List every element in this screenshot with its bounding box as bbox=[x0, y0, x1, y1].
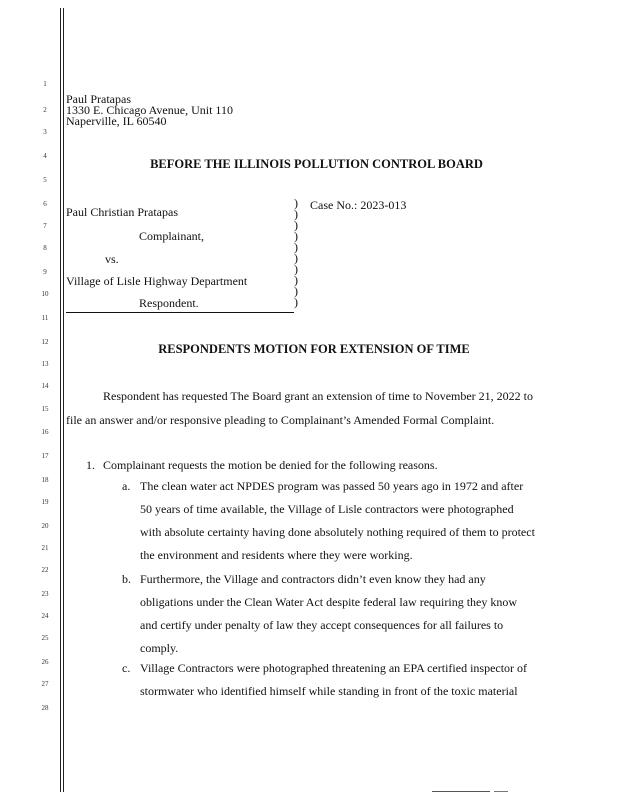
line-number: 19 bbox=[41, 498, 49, 506]
line-number: 13 bbox=[41, 360, 49, 368]
point-number: 1. bbox=[86, 458, 95, 472]
line-number: 4 bbox=[43, 152, 47, 160]
line-number: 14 bbox=[41, 382, 49, 390]
line-number: 25 bbox=[41, 634, 49, 642]
line-number: 21 bbox=[41, 544, 49, 552]
subpoint-line: obligations under the Clean Water Act despite federal law requiring they know bbox=[140, 595, 518, 609]
subpoint-line: 50 years of time available, the Village of Lisle contractors were photographed bbox=[140, 502, 514, 516]
subpoint-label: c. bbox=[122, 661, 131, 675]
left-margin-rule bbox=[60, 8, 61, 792]
line-number: 28 bbox=[41, 704, 49, 712]
line-number: 16 bbox=[41, 428, 49, 436]
subpoint-line: stormwater who identified himself while standing in front of the toxic material bbox=[140, 684, 518, 698]
complainant-name: Paul Christian Pratapas bbox=[66, 205, 178, 219]
line-number: 18 bbox=[41, 476, 49, 484]
caption-parentheses bbox=[294, 198, 298, 308]
paren: ) bbox=[294, 295, 298, 309]
paren: ) bbox=[294, 273, 298, 287]
line-number: 22 bbox=[41, 566, 49, 574]
subpoint-label: b. bbox=[122, 572, 131, 586]
respondent-role: Respondent. bbox=[139, 296, 199, 310]
left-margin-rule-inner bbox=[63, 8, 64, 792]
motion-title: RESPONDENTS MOTION FOR EXTENSION OF TIME bbox=[158, 342, 470, 356]
paren: ) bbox=[294, 218, 298, 232]
line-number: 7 bbox=[43, 222, 47, 230]
line-number: 20 bbox=[41, 522, 49, 530]
board-title: BEFORE THE ILLINOIS POLLUTION CONTROL BOARD bbox=[150, 157, 483, 171]
line-number: 3 bbox=[43, 128, 47, 136]
line-number: 27 bbox=[41, 680, 49, 688]
respondent-name: Village of Lisle Highway Department bbox=[66, 274, 248, 288]
point-text: Complainant requests the motion be denied for the following reasons. bbox=[103, 458, 438, 472]
intro-line-2: file an answer and/or responsive pleading to Complainant’s Amended Formal Complaint. bbox=[66, 413, 495, 427]
subpoint-label: a. bbox=[122, 479, 131, 493]
subpoint-line: comply. bbox=[140, 641, 179, 655]
line-number: 8 bbox=[43, 244, 47, 252]
caption-underline bbox=[66, 312, 294, 313]
line-number: 12 bbox=[41, 338, 49, 346]
footer-mark bbox=[432, 791, 490, 792]
paren: ) bbox=[294, 284, 298, 298]
line-number: 17 bbox=[41, 452, 49, 460]
subpoint-line: with absolute certainty having done absolutely nothing required of them to protect bbox=[140, 525, 535, 539]
line-number: 24 bbox=[41, 612, 49, 620]
subpoint-line: Furthermore, the Village and contractors didn’t even know they had any bbox=[140, 572, 486, 586]
paren: ) bbox=[294, 240, 298, 254]
paren: ) bbox=[294, 196, 298, 210]
attorney-header bbox=[66, 94, 233, 127]
header-name: Paul Pratapas bbox=[66, 92, 131, 106]
subpoint-line: and certify under penalty of law they accept consequences for all failures to bbox=[140, 618, 504, 632]
line-number: 26 bbox=[41, 658, 49, 666]
complainant-role: Complainant, bbox=[139, 229, 204, 243]
paren: ) bbox=[294, 262, 298, 276]
paren: ) bbox=[294, 229, 298, 243]
header-address-line2: Naperville, IL 60540 bbox=[66, 114, 167, 128]
line-number: 15 bbox=[41, 405, 49, 413]
line-number: 5 bbox=[43, 176, 47, 184]
subpoint-line: Village Contractors were photographed threatening an EPA certified inspector of bbox=[140, 661, 528, 675]
footer-mark-2 bbox=[494, 791, 508, 792]
line-number: 6 bbox=[43, 200, 47, 208]
subpoint-line: the environment and residents where they were working. bbox=[140, 548, 413, 562]
subpoint-line: The clean water act NPDES program was passed 50 years ago in 1972 and after bbox=[140, 479, 524, 493]
intro-line-1: Respondent has requested The Board grant an extension of time to November 21, 2022 to bbox=[103, 389, 534, 403]
paren: ) bbox=[294, 207, 298, 221]
header-address-line1: 1330 E. Chicago Avenue, Unit 110 bbox=[66, 103, 233, 117]
paren: ) bbox=[294, 251, 298, 265]
case-number: Case No.: 2023-013 bbox=[310, 198, 407, 212]
line-number: 23 bbox=[41, 590, 49, 598]
line-number: 1 bbox=[43, 80, 47, 88]
versus-label: vs. bbox=[105, 252, 119, 266]
line-number: 10 bbox=[41, 290, 49, 298]
line-number: 9 bbox=[43, 268, 47, 276]
line-number: 11 bbox=[41, 314, 49, 322]
line-number: 2 bbox=[43, 106, 47, 114]
